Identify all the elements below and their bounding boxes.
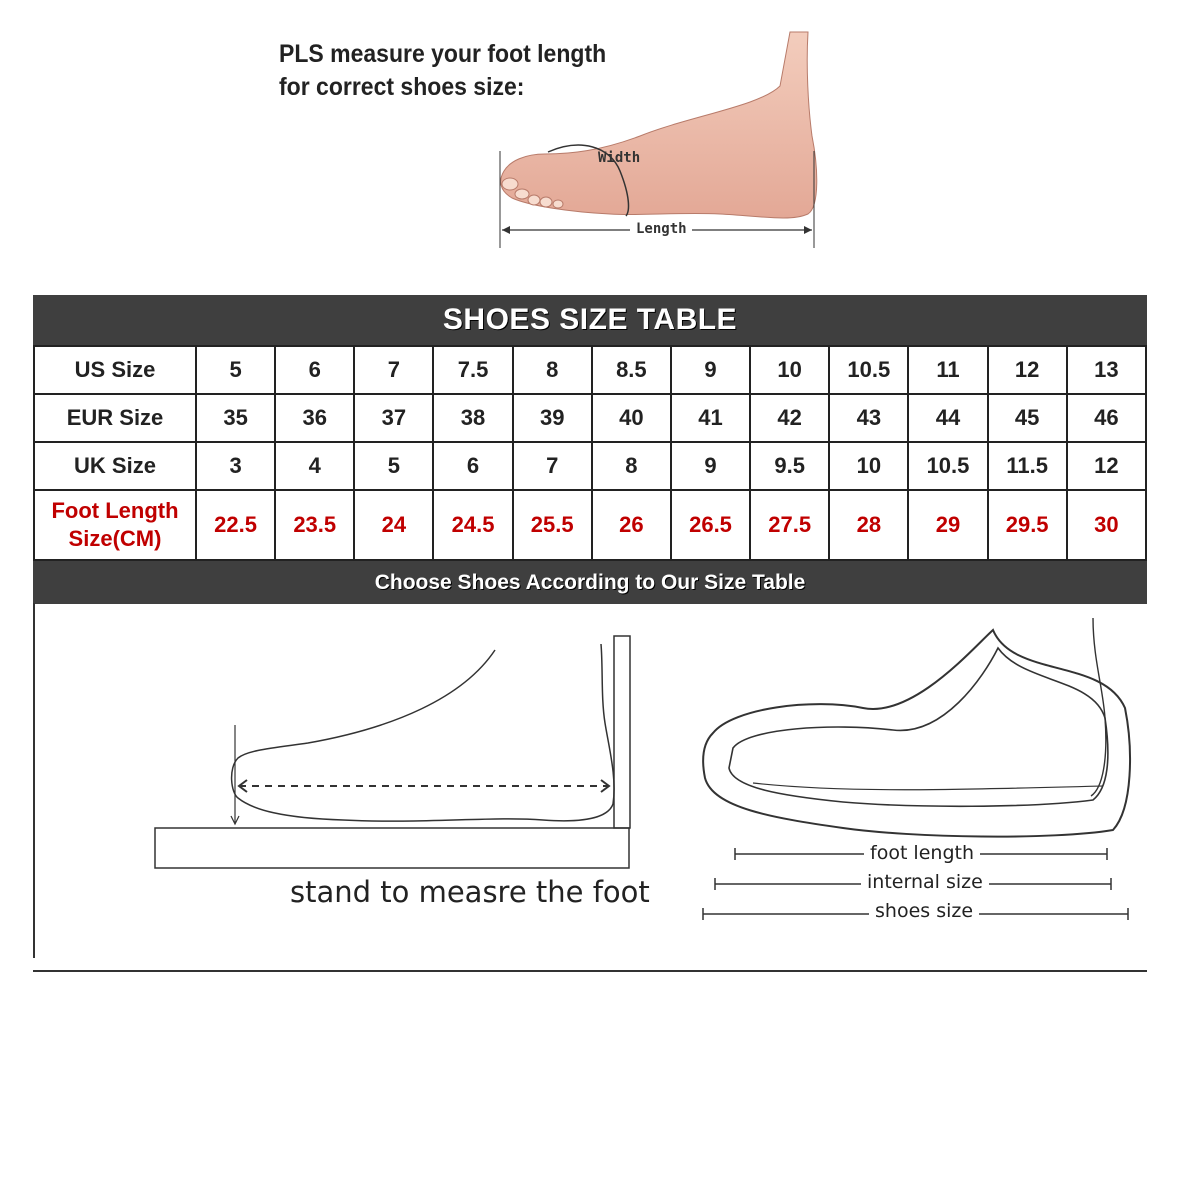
wall-board	[614, 636, 630, 828]
foot-length-cell: 24	[354, 490, 433, 560]
foot-length-cell: 26.5	[671, 490, 750, 560]
size-cell: 4	[275, 442, 354, 490]
left-divider	[33, 603, 35, 958]
size-cell: 3	[196, 442, 275, 490]
table-footer-note: Choose Shoes According to Our Size Table	[33, 561, 1147, 604]
length-arrow-right	[804, 226, 812, 234]
size-cell: 10.5	[829, 346, 908, 394]
stand-caption: stand to measre the foot	[290, 875, 650, 909]
size-cell: 12	[1067, 442, 1146, 490]
size-cell: 45	[988, 394, 1067, 442]
foot-length-cell: 24.5	[433, 490, 512, 560]
foot-length-cell: 30	[1067, 490, 1146, 560]
size-cell: 10	[750, 346, 829, 394]
size-cell: 8	[592, 442, 671, 490]
size-row	[34, 442, 1146, 490]
foot-length-label: foot length	[864, 842, 980, 864]
size-cell: 43	[829, 394, 908, 442]
foot-length-row-label	[34, 490, 196, 560]
foot-length-cell: 29	[908, 490, 987, 560]
size-cell: 40	[592, 394, 671, 442]
size-cell: 38	[433, 394, 512, 442]
size-cell: 5	[354, 442, 433, 490]
size-cell: 6	[275, 346, 354, 394]
foot-length-row	[34, 490, 1146, 560]
foot-length-cell: 23.5	[275, 490, 354, 560]
foot-length-cell: 27.5	[750, 490, 829, 560]
size-cell: 35	[196, 394, 275, 442]
size-cell: 39	[513, 394, 592, 442]
size-cell: 7	[354, 346, 433, 394]
size-cell: 37	[354, 394, 433, 442]
shoes-size-table	[33, 295, 1147, 604]
table-title: SHOES SIZE TABLE	[33, 295, 1147, 345]
size-cell: 10.5	[908, 442, 987, 490]
internal-size-label: internal size	[861, 871, 989, 893]
foot-leg-outline	[1091, 618, 1106, 796]
row-label: EUR Size	[34, 394, 196, 442]
size-cell: 41	[671, 394, 750, 442]
foot-length-cell: 29.5	[988, 490, 1067, 560]
size-cell: 9	[671, 346, 750, 394]
size-cell: 11.5	[988, 442, 1067, 490]
size-grid	[33, 345, 1147, 561]
foot-length-cell: 25.5	[513, 490, 592, 560]
bottom-divider	[33, 970, 1147, 972]
foot-length-cell: 28	[829, 490, 908, 560]
instruction-line-1: PLS measure your foot length	[279, 40, 607, 68]
foot-length-cell: 22.5	[196, 490, 275, 560]
foot-length-label-line-1: Foot Length	[51, 498, 179, 523]
size-cell: 7.5	[433, 346, 512, 394]
size-cell: 42	[750, 394, 829, 442]
size-cell: 9	[671, 442, 750, 490]
foot-shape	[501, 32, 817, 218]
length-arrow-left	[502, 226, 510, 234]
instruction-line-2: for correct shoes size:	[279, 73, 525, 101]
size-cell: 13	[1067, 346, 1146, 394]
row-label: US Size	[34, 346, 196, 394]
foot-measure-illustration	[490, 26, 830, 256]
size-cell: 6	[433, 442, 512, 490]
size-cell: 11	[908, 346, 987, 394]
size-cell: 8	[513, 346, 592, 394]
measure-diagram-area	[33, 603, 1147, 973]
size-cell: 12	[988, 346, 1067, 394]
width-label: Width	[598, 150, 641, 166]
size-row	[34, 346, 1146, 394]
length-label: Length	[636, 221, 687, 237]
size-cell: 8.5	[592, 346, 671, 394]
foot-outline	[232, 644, 615, 821]
size-cell: 46	[1067, 394, 1146, 442]
size-cell: 7	[513, 442, 592, 490]
size-cell: 36	[275, 394, 354, 442]
row-label: UK Size	[34, 442, 196, 490]
standing-foot-illustration	[143, 628, 643, 873]
size-cell: 10	[829, 442, 908, 490]
foot-length-label-line-2: Size(CM)	[68, 526, 162, 551]
size-cell: 5	[196, 346, 275, 394]
insole-line	[753, 783, 1103, 790]
size-cell: 9.5	[750, 442, 829, 490]
size-cell: 44	[908, 394, 987, 442]
shoe-illustration	[693, 618, 1133, 843]
shoe-inner-outline	[729, 648, 1108, 806]
foot-length-cell: 26	[592, 490, 671, 560]
size-row	[34, 394, 1146, 442]
shoes-size-label: shoes size	[869, 900, 979, 922]
floor-board	[155, 828, 629, 868]
